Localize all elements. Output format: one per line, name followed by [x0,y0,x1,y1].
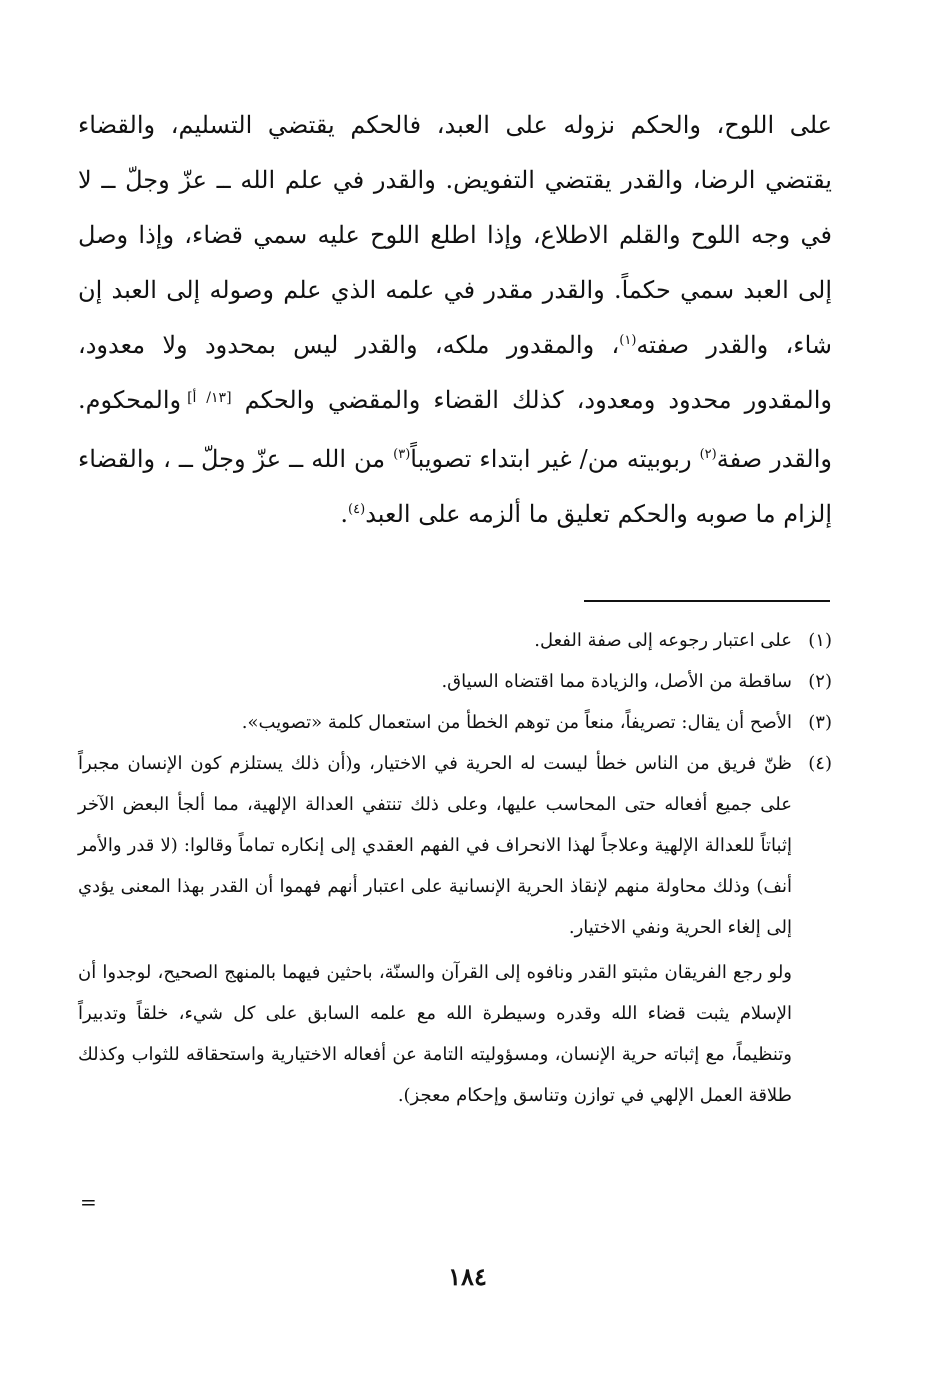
footnote-continuation: ولو رجع الفريقان مثبتو القدر ونافوه إلى القرآن والسنّة، باحثين فيهما بالمنهج الصحيح، لوجدوا أن الإسلام يثبت قضاء الله وقدره وسيطرة الله مع علمه السابق على كل شيء، خلقاً وتدبيراً وتنظيماً، مع إثباته حرية الإنسان، ومسؤوليته التامة عن أفعاله الاختيارية واستحقاقه للثواب وكذلك طلاقة العمل الإلهي في توازن وتناسق وإحكام معجز). [78,962,792,1106]
footnote-number: (٤) [808,753,832,774]
footnote-text: الأصح أن يقال: تصريفاً، منعاً من توهم الخطأ من استعمال كلمة «تصويب». [241,712,792,733]
footnote-ref-3[interactable]: (٣) [393,447,411,462]
footnote-number: (٣) [808,712,832,733]
footnote-text: ساقطة من الأصل، والزيادة مما اقتضاه السياق. [441,671,792,692]
body-text: على اللوح، والحكم نزوله على العبد، فالحكم يقتضي التسليم، والقضاء يقتضي الرضا، والقدر يقتضي التفويض. والقدر في علم الله ــ عزّ وجلّ ــ لا في وجه اللوح والقلم الاطلاع، وإذا اطلع اللوح عليه سمي قضاء، وإذا وصل إلى العبد سمي حكماً. والقدر مقدر في علمه الذي علم وصوله إلى العبد إن شاء، والقدر صفته [78,111,832,359]
footnote-ref-1[interactable]: (١) [619,333,637,348]
page-number: ١٨٤ [448,1262,487,1291]
main-paragraph [78,98,832,542]
footnote [78,702,832,743]
footnote-text: على اعتبار رجوعه إلى صفة الفعل. [534,630,792,651]
body-text: ربوبيته من/ غير ابتداء تصويباً [410,445,700,473]
footnote-number: (٢) [808,671,832,692]
footnote-ref-2[interactable]: (٢) [699,447,717,462]
footnote [78,620,832,661]
footnotes [78,620,832,1116]
body-text: ، والمقدور ملكه، والقدر ليس بمحدود ولا معدود، والمقدور محدود ومعدود، كذلك القضاء والمقضي والحكم [١٣/ أ]والمحكوم. والقدر صفة [78,331,832,473]
footnote-ref-4[interactable]: (٤) [348,502,366,517]
footnote [78,661,832,702]
footnote-number: (١) [808,630,832,651]
continuation-mark: = [80,1190,97,1214]
footnote-separator [584,600,830,602]
main-text [78,98,832,542]
footnote-text: ظنّ فريق من الناس خطأ ليست له الحرية في الاختيار، و(أن ذلك يستلزم كون الإنسان مجبراً على جميع أفعاله حتى المحاسب عليها، وعلى ذلك تنتفي العدالة الإلهية، مما ألجأ البعض الآخر إثباتاً للعدالة الإلهية وعلاجاً لهذا الانحراف في الفهم العقدي إلى إنكاره تماماً وقالوا: (لا قدر والأمر أنف) وذلك محاولة منهم لإنقاذ الحرية الإنسانية على اعتبار أنهم فهموا أن القدر بهذا المعنى يؤدي إلى إلغاء الحرية ونفي الاختيار. [78,753,792,938]
body-text: . [340,500,349,528]
folio-marker: [١٣/ أ] [187,390,232,406]
body-text: من الله ــ عزّ وجلّ ــ ، والقضاء إلزام ما صوبه والحكم تعليق ما ألزمه على العبد [78,445,832,528]
footnote [78,743,832,948]
